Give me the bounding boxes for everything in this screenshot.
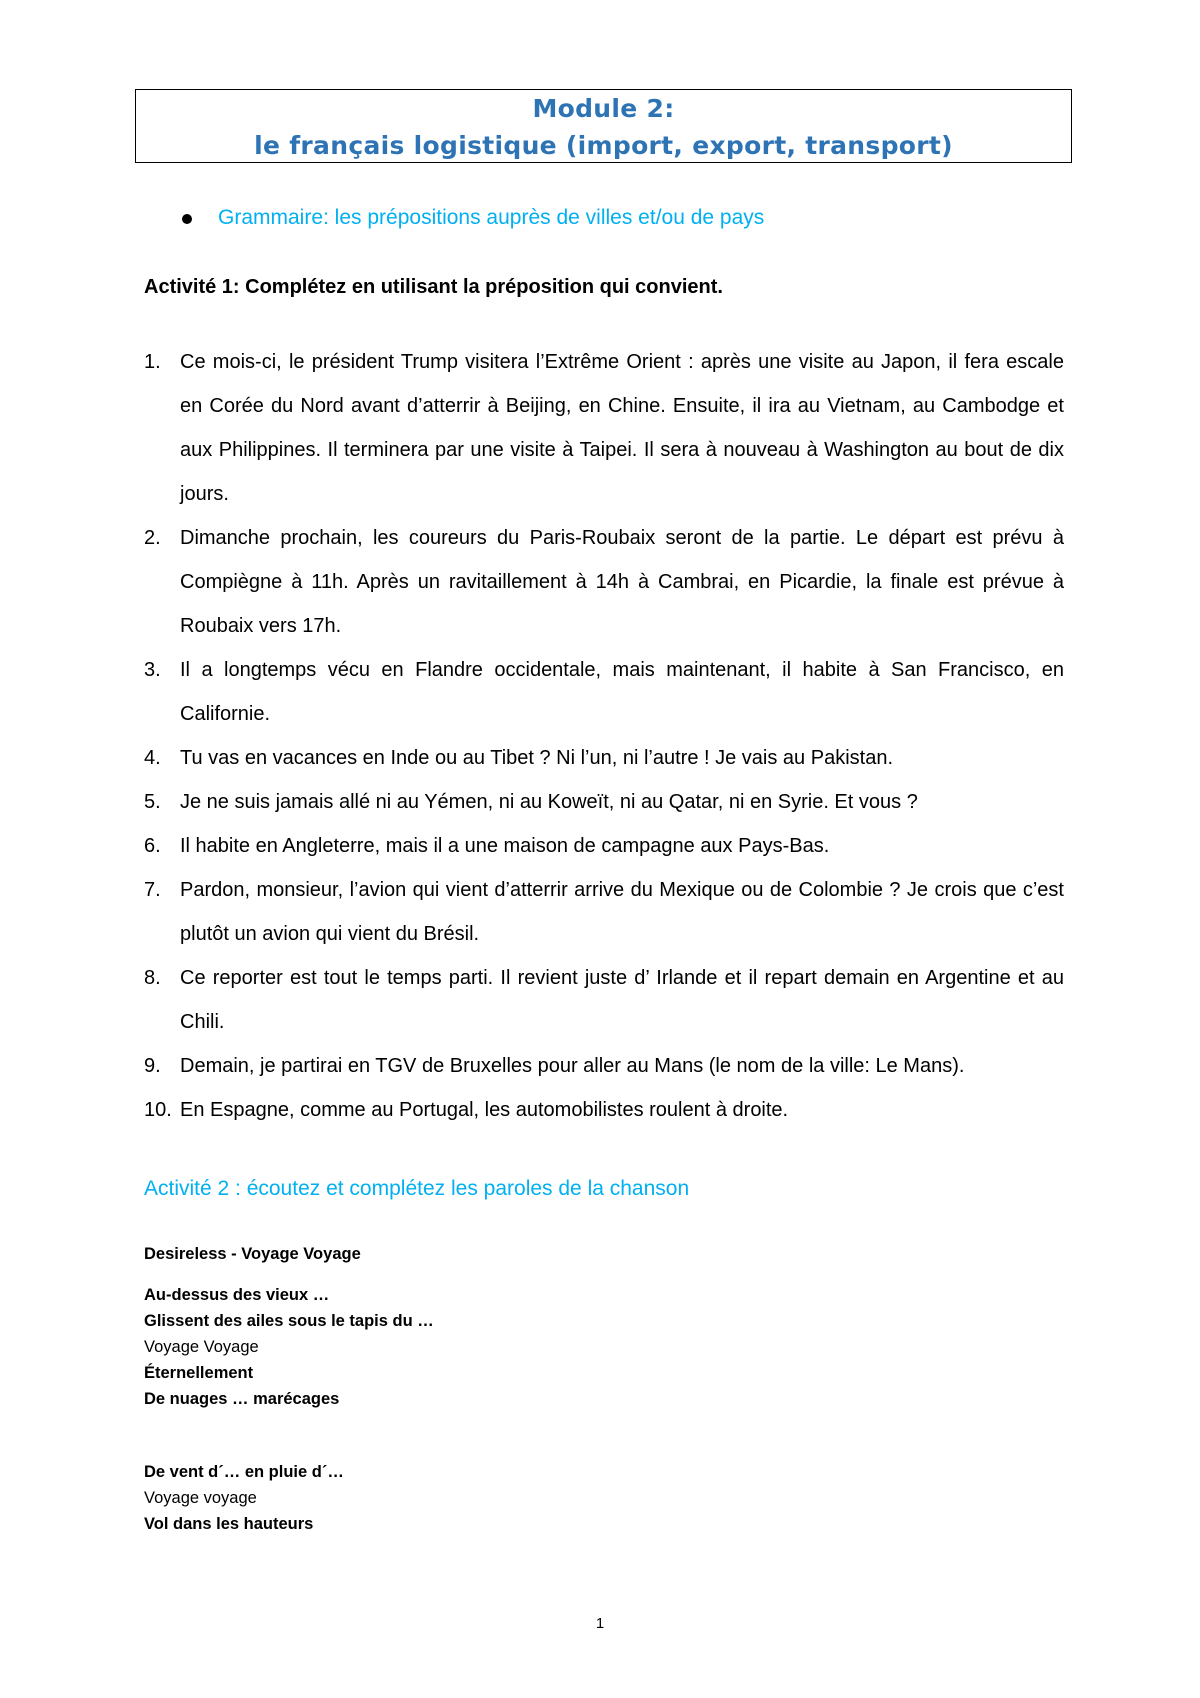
lyrics-stanza-1 <box>144 1282 434 1412</box>
item-text: Tu vas en vacances en Inde ou au Tibet ? Ni l’un, ni l’autre ! Je vais au Pakistan. <box>180 747 893 769</box>
lyric-line: Vol dans les hauteurs <box>144 1515 314 1533</box>
lyric-line: Au-dessus des vieux … <box>144 1286 330 1304</box>
exercise-list <box>144 340 1064 1132</box>
lyric-line: Voyage Voyage <box>144 1338 259 1356</box>
lyrics-stanza-2 <box>144 1459 344 1537</box>
exercise-item <box>144 868 1064 956</box>
song-title: Desireless - Voyage Voyage <box>144 1245 361 1263</box>
item-number: 8. <box>144 967 161 989</box>
item-text: Ce mois-ci, le président Trump visitera l’Extrême Orient : après une visite au Japon, il fera escale en Corée du Nord avant d’atterrir à Beijing, en Chine. Ensuite, il ira au Vietnam, au Cambodge et aux Philippines. Il terminera par une visite à Taipei. Il sera à nouveau à Washington au bout de dix jours. <box>180 351 1064 505</box>
bullet-icon <box>182 214 192 224</box>
item-number: 10. <box>144 1099 172 1121</box>
lyric-line: De nuages … marécages <box>144 1390 340 1408</box>
page-number: 1 <box>595 1615 605 1632</box>
lyric-line: Voyage voyage <box>144 1489 257 1507</box>
exercise-item <box>144 1088 1064 1132</box>
item-text: Je ne suis jamais allé ni au Yémen, ni au Koweït, ni au Qatar, ni en Syrie. Et vous ? <box>180 791 918 813</box>
item-number: 6. <box>144 835 161 857</box>
exercise-item <box>144 780 1064 824</box>
lyric-line: Glissent des ailes sous le tapis du … <box>144 1312 434 1330</box>
item-number: 9. <box>144 1055 161 1077</box>
module-title: Module 2: <box>532 94 675 123</box>
item-number: 3. <box>144 659 161 681</box>
lyric-line: De vent d´… en pluie d´… <box>144 1463 344 1481</box>
item-text: Pardon, monsieur, l’avion qui vient d’atterrir arrive du Mexique ou de Colombie ? Je crois que c’est plutôt un avion qui vient du Brésil. <box>180 879 1064 945</box>
item-number: 4. <box>144 747 161 769</box>
item-text: Il habite en Angleterre, mais il a une maison de campagne aux Pays-Bas. <box>180 835 830 857</box>
exercise-item <box>144 340 1064 516</box>
item-number: 2. <box>144 527 161 549</box>
item-number: 7. <box>144 879 161 901</box>
exercise-item <box>144 956 1064 1044</box>
lyric-line: Éternellement <box>144 1364 254 1382</box>
item-text: Ce reporter est tout le temps parti. Il revient juste d’ Irlande et il repart demain en Argentine et au Chili. <box>180 967 1064 1033</box>
exercise-item <box>144 824 1064 868</box>
activity1-title: Activité 1: Complétez en utilisant la préposition qui convient. <box>144 276 723 298</box>
module-subtitle: le français logistique (import, export, transport) <box>254 131 953 160</box>
exercise-item <box>144 736 1064 780</box>
exercise-item <box>144 1044 1064 1088</box>
item-number: 5. <box>144 791 161 813</box>
activity2-title: Activité 2 : écoutez et complétez les paroles de la chanson <box>144 1177 690 1200</box>
module-title-box <box>135 89 1072 163</box>
item-text: Dimanche prochain, les coureurs du Paris-Roubaix seront de la partie. Le départ est prévu à Compiègne à 11h. Après un ravitaillement à 14h à Cambrai, en Picardie, la finale est prévue à Roubaix vers 17h. <box>180 527 1064 637</box>
exercise-item <box>144 648 1064 736</box>
item-text: Il a longtemps vécu en Flandre occidentale, mais maintenant, il habite à San Francisco, en Californie. <box>180 659 1064 725</box>
item-text: En Espagne, comme au Portugal, les automobilistes roulent à droite. <box>180 1099 789 1121</box>
exercise-item <box>144 516 1064 648</box>
item-number: 1. <box>144 351 161 373</box>
item-text: Demain, je partirai en TGV de Bruxelles pour aller au Mans (le nom de la ville: Le Mans). <box>180 1055 965 1077</box>
grammar-heading: Grammaire: les prépositions auprès de villes et/ou de pays <box>218 206 765 229</box>
